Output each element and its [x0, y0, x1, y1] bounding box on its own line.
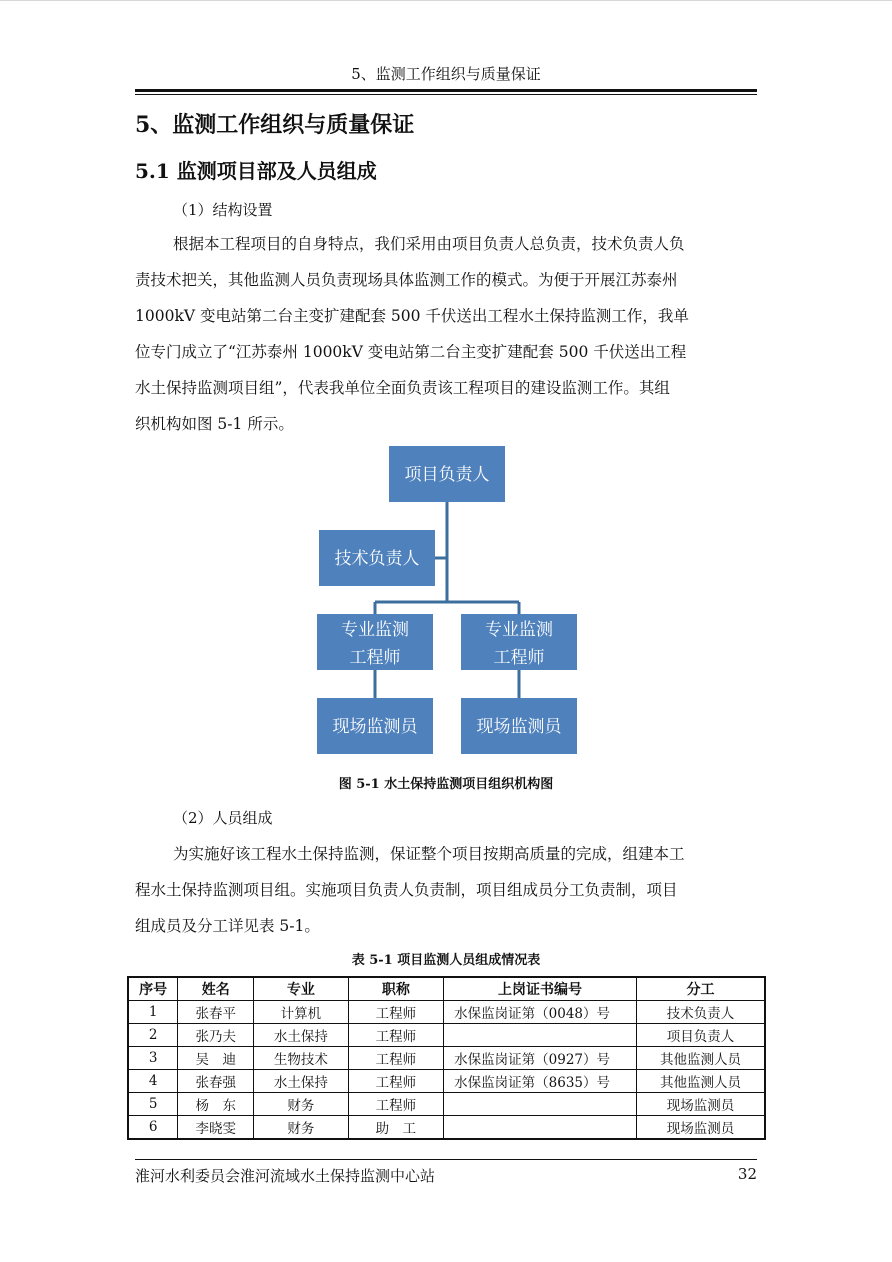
org-box-tech-leader	[319, 530, 435, 586]
table-row	[128, 1070, 765, 1093]
col-header-certificate: 上岗证书编号	[444, 977, 637, 1001]
cell-role: 现场监测员	[636, 1093, 765, 1116]
para-line: 根据本工程项目的自身特点，我们采用由项目负责人总负责，技术负责人负	[173, 235, 685, 253]
para-line: 水土保持监测项目组”，代表我单位全面负责该工程项目的建设监测工作。其组	[135, 379, 670, 397]
col-header-name: 姓名	[178, 977, 254, 1001]
org-label-field-left: 现场监测员	[332, 717, 418, 737]
cell-title: 工程师	[348, 1093, 443, 1116]
org-label-project-leader: 项目负责人	[404, 465, 490, 485]
cell-certificate: 水保监岗证第（0927）号	[444, 1047, 637, 1070]
cell-index: 4	[128, 1070, 178, 1093]
footer-organization: 淮河水利委员会淮河流域水土保持监测中心站	[135, 1167, 436, 1185]
table-row	[128, 1001, 765, 1024]
header-rule-thin	[135, 94, 757, 95]
cell-index: 6	[128, 1116, 178, 1140]
table-row	[128, 1093, 765, 1116]
col-header-index: 序号	[128, 977, 178, 1001]
cell-name: 张春平	[178, 1001, 254, 1024]
cell-title: 助 工	[348, 1116, 443, 1140]
org-box-engineer-left	[317, 614, 433, 670]
subsection-title: 5.1 监测项目部及人员组成	[135, 159, 377, 183]
cell-certificate: 水保监岗证第（8635）号	[444, 1070, 637, 1093]
cell-certificate: 水保监岗证第（0048）号	[444, 1001, 637, 1024]
part2-heading: （2）人员组成	[173, 809, 273, 827]
part1-paragraph	[135, 226, 757, 442]
cell-certificate	[444, 1093, 637, 1116]
cell-major: 计算机	[254, 1001, 349, 1024]
cell-name: 吴 迪	[178, 1047, 254, 1070]
cell-role: 其他监测人员	[636, 1047, 765, 1070]
staff-table	[127, 976, 766, 1140]
org-label-engineer-right-2: 工程师	[493, 648, 545, 668]
figure-caption: 图 5-1 水土保持监测项目组织机构图	[338, 777, 554, 792]
org-chart	[300, 442, 600, 762]
table-row	[128, 1024, 765, 1047]
para-line: 1000kV 变电站第二台主变扩建配套 500 千伏送出工程水土保持监测工作，我单	[135, 307, 689, 325]
cell-title: 工程师	[348, 1070, 443, 1093]
cell-major: 水土保持	[254, 1070, 349, 1093]
org-box-project-leader	[389, 446, 505, 502]
running-header: 5、监测工作组织与质量保证	[351, 65, 541, 83]
col-header-role: 分工	[636, 977, 765, 1001]
cell-certificate	[444, 1116, 637, 1140]
header-rule-thick	[135, 89, 757, 92]
footer-rule	[135, 1159, 757, 1160]
cell-role: 技术负责人	[636, 1001, 765, 1024]
org-box-field-right	[461, 698, 577, 754]
para-line: 位专门成立了“江苏泰州 1000kV 变电站第二台主变扩建配套 500 千伏送出工程	[135, 343, 687, 361]
cell-certificate	[444, 1024, 637, 1047]
table-caption: 表 5-1 项目监测人员组成情况表	[351, 953, 541, 968]
cell-major: 财务	[254, 1116, 349, 1140]
table-row	[128, 1047, 765, 1070]
cell-name: 张乃夫	[178, 1024, 254, 1047]
para-line: 织机构如图 5-1 所示。	[135, 415, 294, 433]
org-label-field-right: 现场监测员	[476, 717, 562, 737]
org-label-tech-leader: 技术负责人	[334, 549, 420, 569]
cell-index: 3	[128, 1047, 178, 1070]
part1-heading: （1）结构设置	[173, 201, 273, 219]
org-box-engineer-right	[461, 614, 577, 670]
cell-role: 其他监测人员	[636, 1070, 765, 1093]
cell-name: 李晓雯	[178, 1116, 254, 1140]
org-label-engineer-right-1: 专业监测	[485, 620, 553, 640]
cell-index: 5	[128, 1093, 178, 1116]
org-box-field-left	[317, 698, 433, 754]
cell-title: 工程师	[348, 1024, 443, 1047]
cell-major: 生物技术	[254, 1047, 349, 1070]
cell-major: 财务	[254, 1093, 349, 1116]
para-line: 程水土保持监测项目组。实施项目负责人负责制，项目组成员分工负责制，项目	[135, 881, 678, 899]
table-header-row	[128, 977, 765, 1001]
cell-major: 水土保持	[254, 1024, 349, 1047]
col-header-major: 专业	[254, 977, 349, 1001]
org-label-engineer-left-1: 专业监测	[341, 620, 409, 640]
cell-name: 张春强	[178, 1070, 254, 1093]
cell-role: 现场监测员	[636, 1116, 765, 1140]
cell-title: 工程师	[348, 1001, 443, 1024]
cell-role: 项目负责人	[636, 1024, 765, 1047]
part2-paragraph	[135, 836, 757, 944]
para-line: 为实施好该工程水土保持监测，保证整个项目按期高质量的完成，组建本工	[173, 845, 685, 863]
page-number: 32	[737, 1165, 757, 1183]
org-label-engineer-left-2: 工程师	[349, 648, 401, 668]
cell-title: 工程师	[348, 1047, 443, 1070]
cell-index: 2	[128, 1024, 178, 1047]
col-header-title: 职称	[348, 977, 443, 1001]
table-row	[128, 1116, 765, 1140]
page-top-border	[0, 0, 892, 1]
para-line: 组成员及分工详见表 5-1。	[135, 917, 320, 935]
section-title: 5、监测工作组织与质量保证	[135, 112, 415, 138]
cell-index: 1	[128, 1001, 178, 1024]
para-line: 责技术把关，其他监测人员负责现场具体监测工作的模式。为便于开展江苏泰州	[135, 271, 678, 289]
cell-name: 杨 东	[178, 1093, 254, 1116]
